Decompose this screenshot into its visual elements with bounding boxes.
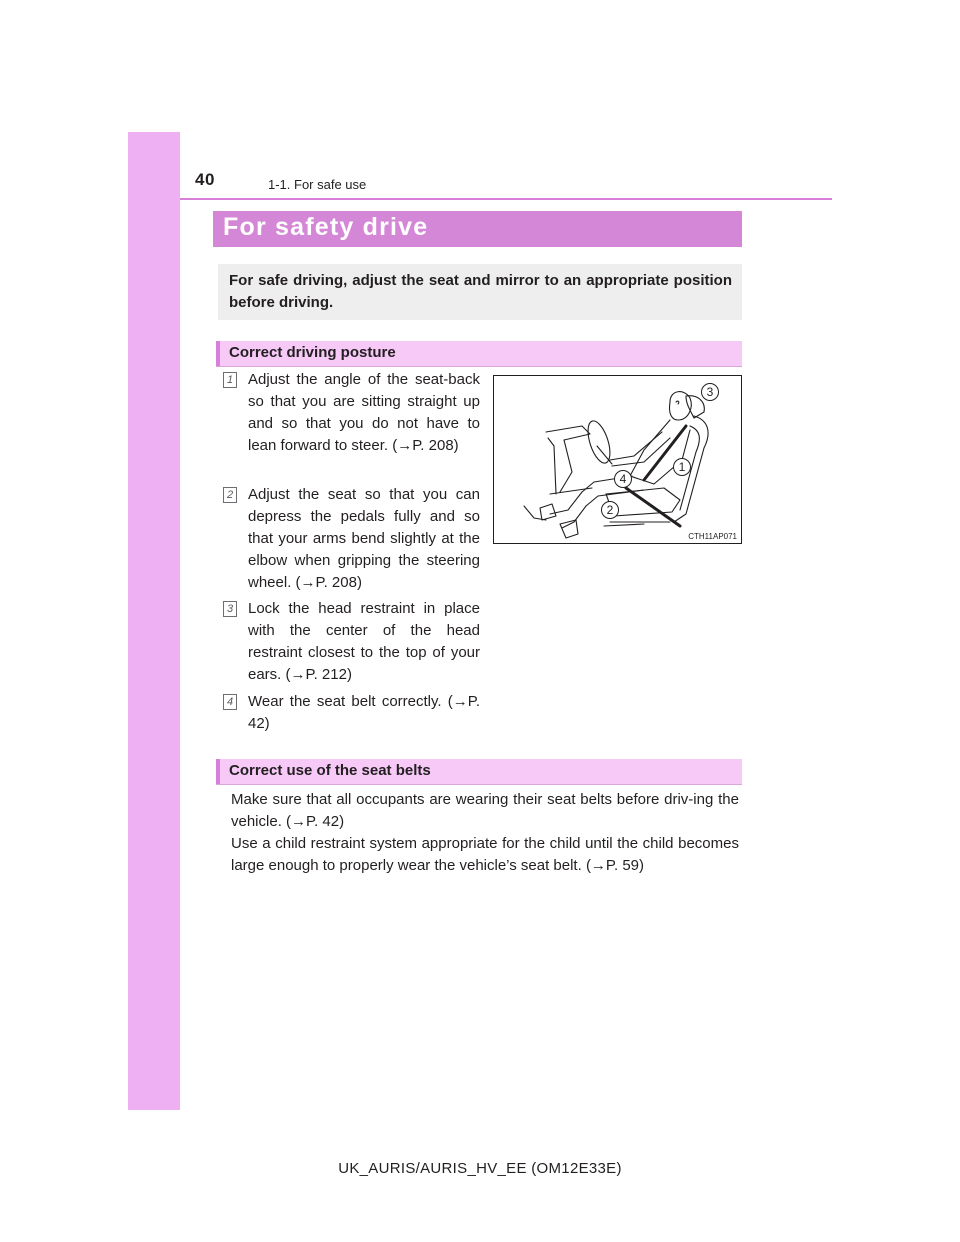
page-title: For safety drive	[223, 213, 429, 241]
figure-code: CTH11AP071	[688, 532, 737, 541]
header-rule	[180, 198, 832, 200]
intro-text: For safe driving, adjust the seat and mirror to an appropriate position before driving.	[229, 272, 732, 311]
callout-marker: 1	[673, 458, 691, 476]
step-text: Adjust the seat so that you can depress the pedals fully and so that your arms bend slightly at the elbow when gripping the steering wheel. (→P. 208)	[248, 486, 480, 591]
chapter-side-band	[128, 132, 180, 1110]
body-paragraph: Make sure that all occupants are wearing their seat belts before driv-ing the vehicle. (→P. 42)	[231, 791, 739, 830]
step-number: 2	[223, 487, 237, 503]
callout-marker: 2	[601, 501, 619, 519]
subheading-seat-belts	[216, 759, 742, 784]
page-number: 40	[195, 170, 215, 189]
step-number: 1	[223, 372, 237, 388]
step-item	[223, 484, 481, 594]
subheading-text: Correct driving posture	[229, 344, 396, 361]
intro-box	[218, 264, 742, 320]
step-item	[223, 369, 481, 457]
step-text: Adjust the angle of the seat-back so that you are sitting straight up and so that you do not have to lean forward to steer. (→P. 208)	[248, 371, 480, 454]
footer-doc-code: UK_AURIS/AURIS_HV_EE (OM12E33E)	[338, 1160, 622, 1177]
step-number: 3	[223, 601, 237, 617]
driver-seat-illustration	[494, 376, 741, 543]
step-text: Wear the seat belt correctly. (→P. 42)	[248, 693, 480, 732]
step-number: 4	[223, 694, 237, 710]
callout-marker: 3	[701, 383, 719, 401]
step-item	[223, 598, 481, 686]
step-text: Lock the head restraint in place with the center of the head restraint closest to the top of your ears. (→P. 212)	[248, 600, 480, 683]
subheading-driving-posture	[216, 341, 742, 366]
title-bar	[213, 211, 742, 247]
body-paragraph: Use a child restraint system appropriate for the child until the child becomes large enough to properly wear the vehicle’s seat belt. (→P. 59)	[231, 835, 739, 874]
callout-marker: 4	[614, 470, 632, 488]
subheading-text: Correct use of the seat belts	[229, 762, 431, 779]
section-reference: 1-1. For safe use	[268, 177, 367, 192]
step-item	[223, 691, 481, 735]
driving-posture-figure	[493, 375, 742, 544]
